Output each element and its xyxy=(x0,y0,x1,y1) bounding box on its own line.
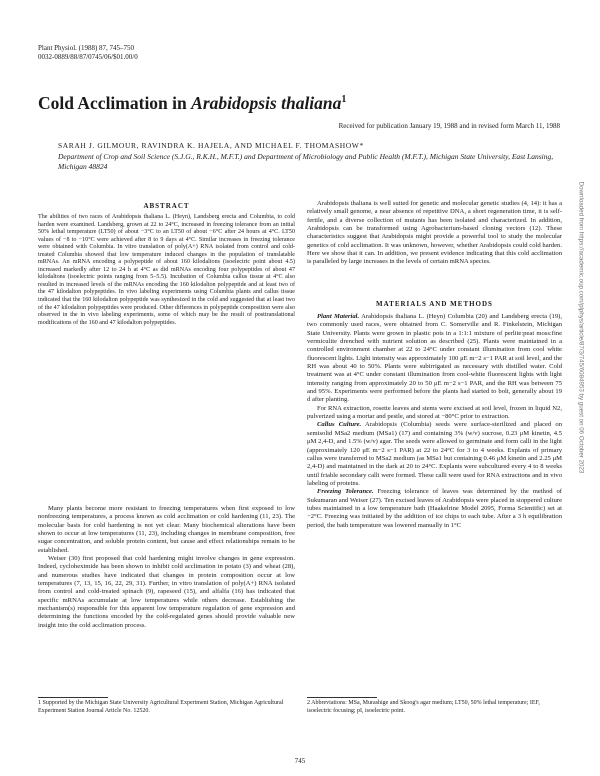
footnote-funding: 1 Supported by the Michigan State University Agricultural Experiment Station, Michigan Agricultural Experiment Station Journal Article No. 12520. xyxy=(38,700,284,714)
received-date: Received for publication January 19, 1988 and in revised form March 11, 1988 xyxy=(338,122,560,130)
title-main: Cold Acclimation in xyxy=(38,93,192,113)
intro-paragraph-1: Many plants become more resistant to freezing temperatures when first exposed to low nonfreezing temperatures, a process known as cold acclimation or cold hardening (11, 23). The molecular basis for cold hardening is not yet clear. Many biochemical alterations have been shown to occur at low temperatures (11, 23), including changes in membrane composition, free sugar concentration, and soluble protein content, but cause and effect relationships remain to be established. xyxy=(38,505,295,554)
intro-paragraph-3: Arabidopsis thaliana is well suited for genetic and molecular genetic studies (4, 14): it has a relatively small genome, a near absence of repetitive DNA, a short regeneration time, it is self-fertile, and a diverse collection of mutants has been isolated and characterized. In addition, Arabidopsis can be transformed using Agrobacterium-based cloning vectors (12). These characteristics suggest that Arabidopsis might provide a powerful tool to study the molecular genetics of cold acclimation. It was unknown, however, whether Arabidopsis could cold harden. Here we show that it can. In addition, we present evidence indicating that this cold acclimation is paralleled by large increases in the levels of certain mRNA species. xyxy=(307,200,562,266)
plant-material-text: Arabidopsis thaliana L. (Heyn) Columbia (20) and Landsberg erecta (19), two commonly used races, were obtained from C. Somerville and R. Finkelstein, Michigan State University. Plants were grown in plastic pots in a 1:1:1 mixture of perlite:peat moss:fine vermiculite drenched with nutrient solution as described (25). Plants were maintained in a controlled environment chamber at 22 to 24°C under constant illumination from cool white fluorescent lights. Light intensity was approximately 100 μE m−2 s−1 PAR at soil level, and the RH was about 40 to 50%. Plants were subirrigated as necessary with distilled water. Cold treatment was at 4°C under constant illumination from cool-white fluorescent lights with light intensity ranging from approximately 20 to 50 μE m−2 s−1 PAR, and the RH was between 75 and 95%. Experiments were performed before the plants had started to bolt, generally about 19 d after planting. xyxy=(307,313,562,404)
journal-citation: Plant Physiol. (1988) 87, 745–750 xyxy=(38,44,135,52)
callus-culture-text: Arabidopsis (Columbia) seeds were surface-sterilized and placed on semisolid MSa2 medium (MSa1) (17) and containing 3% (w/v) sucrose, 0.23 μM kinetin, 4.5 μM 2,4-D, and 1.5% (w/v) agar. The seeds were allowed to germinate and form calli in the light (approximately 120 μE m−2 s−1 PAR) at 22 to 24°C for 3 to 4 weeks. Explants of primary callus were transferred to MSa2 medium (as MSa1 but containing 0.46 μM kinetin and 2.25 μM 2,4-D) and maintained in the dark at 20 to 24°C. Explants were subcultured every 4 to 8 weeks until friable secondary calli were formed. These calli were used for RNA extractions and in vivo labeling of proteins. xyxy=(307,421,562,487)
footnote-abbreviations: 2 Abbreviations: MSa, Murashige and Skoog's agar medium; LT50, 50% lethal temperature; IEF, isoelectric focusing; pI, isoelectric point. xyxy=(307,700,540,714)
plant-material-heading: Plant Material. xyxy=(317,313,360,320)
intro-right-column xyxy=(307,200,562,267)
abstract-text: The abilities of two races of Arabidopsis thaliana L. (Heyn), Landsberg erecta and Columbia, to cold harden were examined. Landsberg, grown at 22 to 24°C, increased in freezing tolerance from an initial 50% lethal temperature (LT50) of about −3°C to an LT50 of about −6°C after 24 hours at 4°C. LT50 values of −8 to −10°C were achieved after 8 to 9 days at 4°C. Similar increases in freezing tolerance were obtained with Columbia. In vitro translation of poly(A+) RNA isolated from control and cold-treated Columbia showed that low temperature induced changes in the population of translatable mRNAs. An mRNA encoding a polypeptide of about 160 kilodaltons (isoelectric point about 4.5) increased markedly after 12 to 24 h at 4°C as did mRNAs encoding four polypeptides of about 47 kilodaltons (isoelectric points ranging from 5–5.5). Incubation of Columbia callus tissue at 4°C also resulted in increased levels of the mRNAs encoding the 160 kilodalton polypeptide and at least two of the 47 kilodalton polypeptides. In vivo labeling experiments using Columbia plants and callus tissue indicated that the 160 kilodalton polypeptide was synthesized in the cold and suggested that at least two of the 47 kilodalton polypeptides were produced. Other differences in polypeptide composition were also observed in the in vivo labeling experiments, some of which may be the result of posttranslational modifications of the 160 and 47 kilodalton polypeptides. xyxy=(38,214,295,326)
journal-code: 0032-0889/88/87/0745/06/$01.00/0 xyxy=(38,53,138,61)
callus-culture-paragraph xyxy=(307,421,562,488)
affiliation: Department of Crop and Soil Science (S.J.G., R.K.H., M.F.T.) and Department of Microbiology and Public Health (M.F.T.), Michigan State University, East Lansing, Michigan 48824 xyxy=(58,152,554,171)
page-number: 745 xyxy=(294,757,306,765)
title-species: Arabidopsis thaliana xyxy=(191,93,342,113)
rna-extraction-paragraph: For RNA extraction, rosette leaves and stems were excised at soil level, frozen in liquid N2, pulverized using a mortar and pestle, and stored at −80°C prior to extraction. xyxy=(307,404,562,421)
footnote-divider-right xyxy=(307,697,377,698)
plant-material-paragraph xyxy=(307,313,562,405)
footnote-divider-left xyxy=(38,697,108,698)
freezing-tolerance-heading: Freezing Tolerance. xyxy=(317,488,374,496)
methods-heading: MATERIALS AND METHODS xyxy=(376,300,493,308)
download-notice-text: Downloaded from https://academic.oup.com/plphys/article/87/3/745/6084953 by guest on 06 October 2023 xyxy=(577,181,585,474)
abstract-heading: ABSTRACT xyxy=(143,202,190,210)
freezing-tolerance-paragraph xyxy=(307,488,562,530)
paper-title xyxy=(38,93,346,114)
title-footnote-marker: 1 xyxy=(341,94,347,106)
journal-header xyxy=(38,44,138,62)
author-list: SARAH J. GILMOUR, RAVINDRA K. HAJELA, AND MICHAEL F. THOMASHOW* xyxy=(58,141,364,150)
freezing-tolerance-text: Freezing tolerance of leaves was determined by the method of Sukumaran and Weiser (27). Ten excised leaves of Arabidopsis were placed in stoppered culture tubes maintained in a low temperature bath (Haakelrine Model 2095, Forma Scientific) set at −2°C. Freezing was initiated by the addition of ice chips to each tube. After a 3 h equilibration period, the bath temperature was lowered manually in 1°C xyxy=(307,488,562,529)
intro-left-column xyxy=(38,505,295,630)
methods-column xyxy=(307,313,562,530)
callus-culture-heading: Callus Culture. xyxy=(317,421,362,429)
download-watermark xyxy=(575,110,585,550)
intro-paragraph-2: Weiser (30) first proposed that cold hardening might involve changes in gene expression. Indeed, cycloheximide has been shown to inhibit cold acclimation in potato (3) and wheat (28), and numerous studies have indicated that changes in protein composition occur at low temperatures (7, 13, 15, 16, 22, 29, 31). Further, in vitro translation of poly(A+) RNA isolated from control and cold-treated spinach (9), rapeseed (15), and alfalfa (16) has indicated that specific mRNAs accumulate at low temperatures while others decrease. Establishing the mechanism(s) responsible for this apparent low temperature regulation of gene expression and determining the functions encoded by the cold-regulated genes should provide valuable new insight into the cold acclimation process. xyxy=(38,555,295,629)
